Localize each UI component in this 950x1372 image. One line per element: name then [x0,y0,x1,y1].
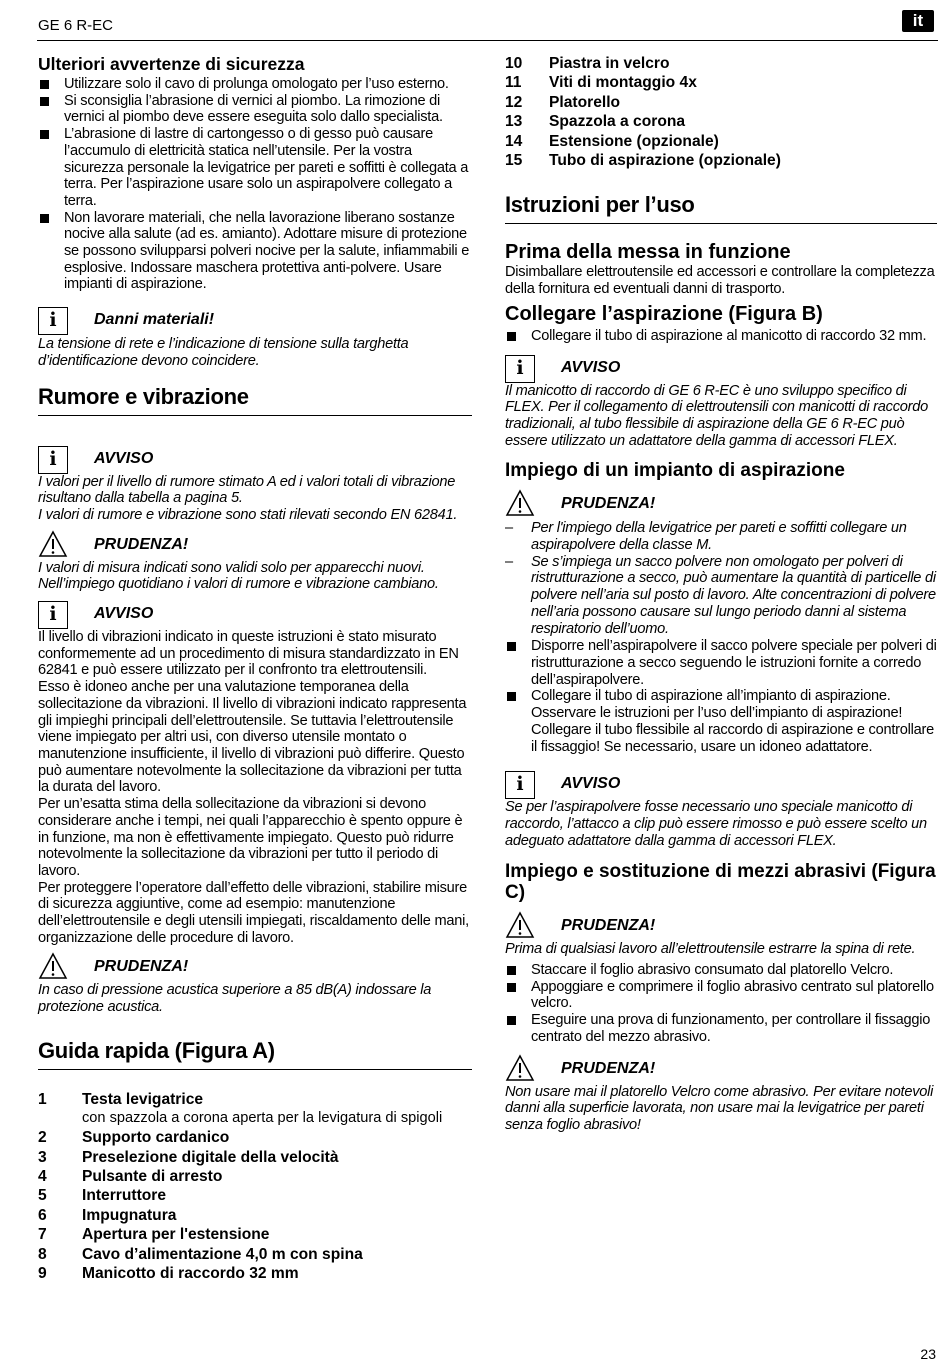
language-badge: it [902,10,934,32]
abrasivi-heading: Impiego e sostituzione di mezzi abrasivi (Figura C) [505,861,936,904]
paragraph: Per proteggere l’operatore dall’effetto delle vibrazioni, stabilire misure di sicurezza aggiuntive, come ad esempio: manutenzione dell’elettroutensile e degli utensili impiegati, riscaldamento delle mani, organizzazione delle procedure di lavoro. [38,879,469,946]
paragraph: Disimballare elettroutensile ed accessori e controllare la completezza della fornitura ed eventuali danni di trasporto. [505,264,935,298]
legend-number: 4 [38,1168,47,1186]
legend-item [38,1206,472,1225]
notice-damage [38,305,472,335]
legend-label: Cavo d’alimentazione 4,0 m con spina [82,1245,363,1263]
legend-item [505,112,937,131]
impianto-dash-list [505,520,937,637]
prudenza-noise-1 [38,530,472,560]
legend-item [38,1264,472,1283]
guide-legend [38,1090,472,1284]
notice-text: Se per l’aspirapolvere fosse necessario uno speciale manicotto di raccordo, l’attacco a clip può essere rimosso e può essere scelto un adeguato adattatore dalla gamma di accessori FLEX. [505,799,927,849]
notice-title: PRUDENZA! [561,495,656,513]
legend-number: 10 [505,55,523,72]
abrasivi-list [505,962,937,1046]
legend-number: 6 [38,1206,47,1224]
info-icon: i [505,769,551,799]
legend-number: 15 [505,152,523,170]
notice-title: Danni materiali! [94,311,215,329]
notice-title: PRUDENZA! [561,917,656,935]
collegare-list [505,328,937,345]
prudenza-noise-2 [38,952,472,982]
list-item: – Se s’impiega un sacco polvere non omologato per polveri di ristrutturazione a secco, può aumentare la quantità di particelle di polvere nell’aria sul posto di lavoro. Alte concentrazioni di polvere nell’aria possono causare sul lungo periodo danni al sistema respiratorio dell’uomo. [505,554,937,638]
legend-continued [505,54,937,170]
noise-heading: Rumore e vibrazione [38,384,472,416]
legend-label: Viti di montaggio 4x [549,74,697,92]
paragraph: Esso è idoneo anche per una valutazione temporanea della sollecitazione da vibrazioni. Il livello di vibrazioni indicato rappresenta gli impieghi principali dell’elettroutensile. Se tuttavia l’elettroutensile viene impiegato per altri usi, con diverso utensile montato o manutenzione insufficiente, il livello di vibrazioni può differire. Questo può aumentare notevolmente la sollecitazione da vibrazioni per tutta la durata del lavoro. [38,679,467,796]
list-item: L’abrasione di lastre di cartongesso o di gesso può causare l’accumulo di elettricità statica nell’utensile. Per la vostra sicurezza personale la levigatrice per pareti e soffitti è collegata a terra. Per l’aspirazione usare solo un aspirapolvere collegato a terra. [38,126,472,210]
paragraph: Per un’esatta stima della sollecitazione da vibrazioni si devono considerare anche i tempi, nei quali l’apparecchio è spento oppure è in funzione, ma non è effettivamente impiegato. Questo può ridurre notevolmente la sollecitazione da vibrazioni per tutto il periodo di lavoro. [38,796,463,879]
avviso-noise-2 [38,599,472,629]
impianto-heading: Impiego di un impianto di aspirazione [505,460,845,482]
notice-text: Prima di qualsiasi lavoro all’elettroutensile estrarre la spina di rete. [505,941,916,958]
legend-number: 1 [38,1090,47,1108]
legend-label: Tubo di aspirazione (opzionale) [549,152,781,170]
list-item: Eseguire una prova di funzionamento, per controllare il fissaggio centrato del mezzo abrasivo. [505,1012,937,1045]
notice-title: AVVISO [561,775,621,793]
list-item: Disporre nell’aspirapolvere il sacco polvere speciale per polveri di ristrutturazione a secco seguendo le istruzioni fornite a corredo dell’aspirapolvere. [505,638,937,688]
warning-icon [505,911,551,941]
collegare-heading: Collegare l’aspirazione (Figura B) [505,302,823,325]
legend-label: Platorello [549,93,621,111]
list-item: Staccare il foglio abrasivo consumato dal platorello Velcro. [505,962,937,979]
legend-subtext: con spazzola a corona aperta per la levigatura di spigoli [82,1110,443,1127]
notice-title: PRUDENZA! [561,1059,656,1077]
legend-label: Preselezione digitale della velocità [82,1148,339,1166]
notice-text: Non usare mai il platorello Velcro come abrasivo. Per evitare notevoli danni alla superficie lavorata, non usare mai la levigatrice per pareti senza foglio abrasivo! [505,1083,934,1133]
legend-item [38,1090,472,1109]
info-icon: i [505,353,551,383]
info-icon: i [38,305,84,335]
legend-number: 8 [38,1245,47,1263]
notice-title: PRUDENZA! [94,535,189,553]
header-rule [37,40,938,41]
list-item: Appoggiare e comprimere il foglio abrasivo centrato sul platorello velcro. [505,979,937,1012]
legend-label: Impugnatura [82,1206,177,1224]
legend-number: 3 [38,1148,47,1166]
notice-text: I valori per il livello di rumore stimato A ed i valori totali di vibrazione risultano dalla tabella a pagina 5. [38,473,456,507]
safety-heading: Ulteriori avvertenze di sicurezza [38,54,305,74]
legend-item [38,1148,472,1167]
list-item: Si sconsiglia l’abrasione di vernici al piombo. La rimozione di vernici al piombo deve essere eseguita solo dallo specialista. [38,93,472,126]
warning-icon [38,530,84,560]
legend-item [38,1186,472,1205]
notice-text: La tensione di rete e l’indicazione di tensione sulla targhetta d’identificazione devono coincidere. [38,336,409,369]
left-column [38,54,472,1283]
legend-number: 7 [38,1226,47,1244]
legend-item [38,1225,472,1244]
legend-number: 11 [505,74,522,92]
prudenza-abrasivi-2 [505,1054,937,1084]
list-item: – Per l'impiego della levigatrice per pareti e soffitti collegare un aspirapolvere della classe M. [505,520,937,553]
legend-number: 14 [505,132,523,150]
list-item: Collegare il tubo di aspirazione al manicotto di raccordo 32 mm. [505,328,937,345]
avviso-collegare [505,353,937,383]
safety-list [38,76,472,293]
legend-label: Supporto cardanico [82,1129,230,1147]
list-item: Utilizzare solo il cavo di prolunga omologato per l’uso esterno. [38,76,472,93]
list-item: Collegare il tubo di aspirazione all’impianto di aspirazione. Osservare le istruzioni per l’uso dell’impianto di aspirazione! Collegare il tubo flessibile al raccordo di aspirazione e controllare il fissaggio! Se necessario, usare un idoneo adattatore. [505,688,937,755]
warning-icon [505,1054,551,1084]
legend-item [505,73,937,92]
legend-label: Piastra in velcro [549,55,670,72]
legend-item [505,54,937,73]
instructions-heading: Istruzioni per l’uso [505,192,937,224]
legend-number: 13 [505,113,523,131]
notice-text: Il manicotto di raccordo di GE 6 R-EC è uno sviluppo specifico di FLEX. Per il collegamento di elettroutensili con manicotti di raccordo tradizionali, al tubo flessibile di aspirazione della GE 6 R-EC può essere utilizzato un adattatore della gamma di accessori FLEX. [505,382,928,449]
legend-label: Estensione (opzionale) [549,132,719,150]
info-icon: i [38,599,84,629]
right-column [505,54,937,1134]
notice-text: I valori di rumore e vibrazione sono stati rilevati secondo EN 62841. [38,506,458,523]
legend-label: Apertura per l'estensione [82,1226,270,1244]
legend-item [505,132,937,151]
notice-text: I valori di misura indicati sono validi solo per apparecchi nuovi. Nell’impiego quotidiano i valori di rumore e vibrazione cambiano. [38,559,439,593]
legend-item [38,1167,472,1186]
legend-label: Interruttore [82,1187,167,1205]
prudenza-abrasivi-1 [505,911,937,941]
notice-title: AVVISO [94,449,154,467]
legend-label: Manicotto di raccordo 32 mm [82,1265,299,1283]
warning-icon [38,952,84,982]
warning-icon [505,489,551,519]
legend-label: Testa levigatrice [82,1090,204,1108]
legend-number: 5 [38,1187,47,1205]
guide-heading: Guida rapida (Figura A) [38,1038,472,1070]
impianto-list [505,638,937,755]
notice-title: AVVISO [561,358,621,376]
notice-title: AVVISO [94,605,154,623]
legend-number: 2 [38,1129,47,1147]
legend-item [505,151,937,170]
prudenza-impianto [505,489,937,519]
page-number: 23 [920,1346,936,1362]
legend-number: 9 [38,1265,47,1283]
avviso-noise-1 [38,444,472,474]
legend-label: Pulsante di arresto [82,1168,223,1186]
prima-heading: Prima della messa in funzione [505,241,791,264]
header-model: GE 6 R-EC [38,17,114,34]
legend-item [505,93,937,112]
legend-number: 12 [505,93,523,111]
notice-title: PRUDENZA! [94,958,189,976]
paragraph: Il livello di vibrazioni indicato in queste istruzioni è stato misurato conformemente ad un procedimento di misura standardizzato in EN 62841 e può essere utilizzato per il confronto tra elettroutensili. [38,629,459,679]
list-item: Non lavorare materiali, che nella lavorazione liberano sostanze nocive alla salute (ad es. amianto). Adottare misure di protezione se possono svilupparsi polveri nocive per la salute, infiammabili e esplosive. Indossare maschera protettiva anti-polvere. Usare impianti di aspirazione. [38,210,472,294]
legend-label: Spazzola a corona [549,113,686,131]
notice-text: In caso di pressione acustica superiore a 85 dB(A) indossare la protezione acustica. [38,982,432,1016]
avviso-impianto [505,769,937,799]
legend-item [38,1128,472,1147]
legend-item [38,1245,472,1264]
info-icon: i [38,444,84,474]
